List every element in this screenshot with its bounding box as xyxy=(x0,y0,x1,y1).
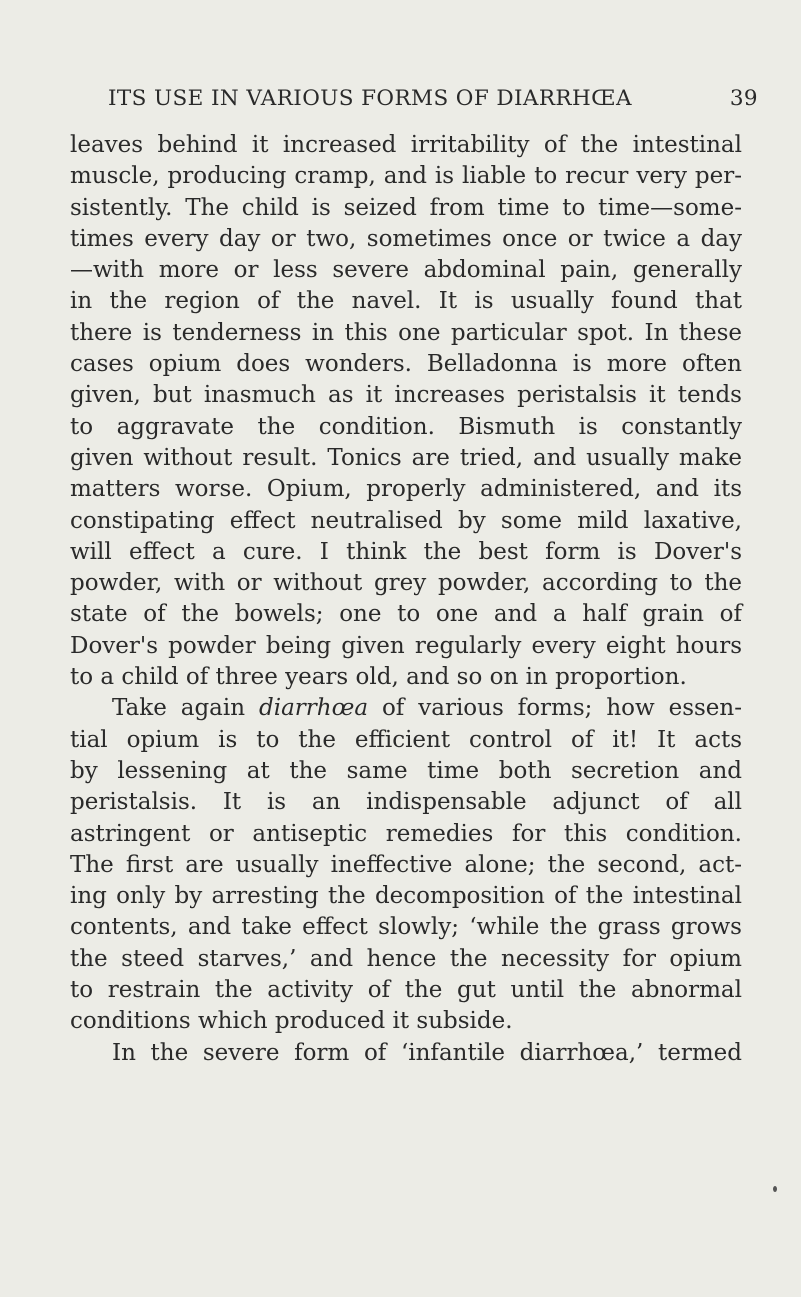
text-line: cases opium does wonders. Belladonna is more often xyxy=(70,351,742,378)
running-header xyxy=(108,86,758,111)
text-line: there is tenderness in this one particular spot. In these xyxy=(70,319,742,346)
text-line: conditions which produced it subside. xyxy=(70,1008,513,1035)
text-line: to a child of three years old, and so on in proportion. xyxy=(70,664,687,691)
text-line: astringent or antiseptic remedies for this condition. xyxy=(70,820,742,847)
text-line: matters worse. Opium, properly administered, and its xyxy=(70,476,742,503)
text-line: contents, and take effect slowly; ‘while the grass grows xyxy=(70,914,742,941)
text-line: given without result. Tonics are tried, and usually make xyxy=(70,444,742,471)
text-line: ing only by arresting the decomposition of the intestinal xyxy=(70,883,742,910)
text-line: constipating effect neutralised by some mild laxative, xyxy=(70,507,742,534)
text-line: sistently. The child is seized from time to time—some- xyxy=(70,194,742,221)
text-line: in the region of the navel. It is usually found that xyxy=(70,288,742,315)
header-title: ITS USE IN VARIOUS FORMS OF DIARRHŒA xyxy=(108,86,632,111)
text-line: peristalsis. It is an indispensable adjunct of all xyxy=(70,789,742,816)
body-text xyxy=(70,130,742,1069)
text-line: —with more or less severe abdominal pain, generally xyxy=(70,257,742,284)
italic-term: diarrhœa xyxy=(258,695,369,722)
text-line: The first are usually ineffective alone; the second, act- xyxy=(70,851,742,878)
text-line: given, but inasmuch as it increases peristalsis it tends xyxy=(70,382,742,409)
text-line: leaves behind it increased irritability of the intestinal xyxy=(70,132,742,158)
text-line: will effect a cure. I think the best form is Dover's xyxy=(70,538,742,565)
text-run: Take again xyxy=(112,695,259,722)
text-run: of various forms; how essen- xyxy=(368,695,742,722)
text-line: times every day or two, sometimes once or twice a day xyxy=(70,225,742,252)
text-line: tial opium is to the efficient control of it! It acts xyxy=(70,726,742,753)
text-line: by lessening at the same time both secretion and xyxy=(70,757,742,784)
text-line: the steed starves,’ and hence the necessity for opium xyxy=(70,945,742,972)
text-line: to aggravate the condition. Bismuth is constantly xyxy=(70,413,742,440)
text-line: state of the bowels; one to one and a half grain of xyxy=(70,601,742,628)
text-line: Dover's powder being given regularly every eight hours xyxy=(70,632,742,659)
text-line: to restrain the activity of the gut until the abnormal xyxy=(70,977,742,1004)
ink-speck xyxy=(773,1186,777,1192)
text-line: powder, with or without grey powder, according to the xyxy=(70,570,742,597)
page-number: 39 xyxy=(729,86,758,111)
paragraph-start-line xyxy=(70,693,742,724)
text-line: muscle, producing cramp, and is liable to recur very per- xyxy=(70,163,742,190)
paragraph-start-line: In the severe form of ‘infantile diarrhœa,’ termed xyxy=(112,1039,742,1066)
